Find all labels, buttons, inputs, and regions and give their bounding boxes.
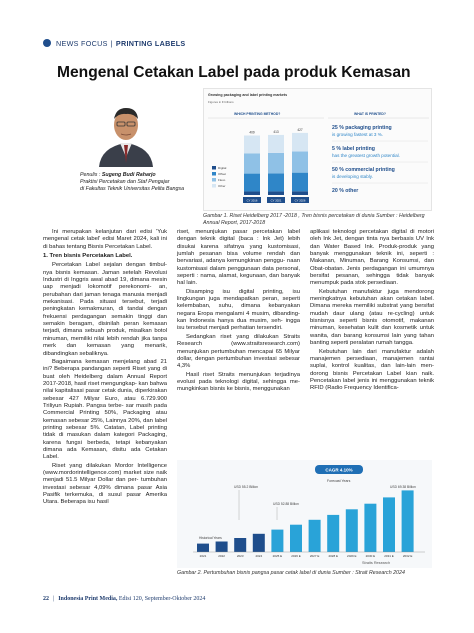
bar-segment bbox=[244, 153, 260, 173]
page-number: 22 bbox=[43, 596, 49, 602]
market-bar bbox=[253, 534, 265, 552]
market-bar bbox=[383, 497, 395, 552]
stat-subtext: has the greatest growth potential. bbox=[332, 153, 400, 158]
left-panel-title: WHICH PRINTING METHOD? bbox=[234, 112, 281, 116]
bar-segment bbox=[244, 191, 260, 195]
bullet-dot-icon bbox=[43, 39, 51, 47]
right-panel-title: WHAT IS PRINTED? bbox=[354, 112, 386, 116]
stat-headline: 50 % commercial printing bbox=[332, 167, 395, 173]
bar-segment bbox=[292, 133, 308, 152]
infographic-subheader: Figures in € billions bbox=[208, 100, 234, 104]
year-label: 2023 bbox=[236, 554, 244, 558]
col2-para-4: Hasil riset Straits menunjukan terjadinya evolusi pada teknologi digital, sehingga me- mungkinkan bisnis ke bisnis, menggunakan bbox=[177, 371, 300, 393]
legend-swatch bbox=[212, 184, 216, 188]
stacked-bars bbox=[243, 128, 309, 203]
year-label: 2030 E bbox=[365, 554, 376, 558]
bar-segment bbox=[268, 135, 284, 153]
col1-para-3: Bagaimana kemasan menjelang abad 21 ini? Beberapa pandangan seperti Riset yang di buat oleh Heidelberg dalam Annual Report 2017-2018, hasil riset mengungkap- kan bahwa nilai kapitalisasi pasar cetak dunia, diperkirakan sebesar 427 Milyar Euro, atau 6.729.900 Triliyun Rupiah. Pangsa terbe- sar masih pada Commercial Printing 50%, Packaging atau kemasan sebesar 25%, Lainnya 20%, dan label printing sebesar 5%. Catatan, Label printing tidak di masukan dalam kategori Packaging, karena fungsi berbeda, tetapi kebanyakan dimana ada Kemasan, disitu ada Cetakan Label. bbox=[43, 358, 167, 461]
straits-research-chart bbox=[177, 460, 432, 568]
market-bar bbox=[364, 504, 376, 552]
column-2 bbox=[177, 229, 300, 395]
col3-para-3: Kebutuhan lain dari manufaktur adalah manajemen persediaan, manajemen rantai suplai, kontrol kualitas, dan lain-lain men- dorong bisnis Percetakan Label kian naik. Pencetakan label jenis ini menggunakan teknik RFID (Radio Frequency Identifica- bbox=[310, 348, 434, 392]
article-title: Mengenal Cetakan Label pada produk Kemasan bbox=[57, 64, 411, 81]
col1-para-2: Percetakan Label sejalan dengan timbul- nya bisnis kemasan. Jaman setelah Revolusi Industri di Inggris awal abad 19, dimana mesin uap menjadi lokomotif perekonomi- an, perubahan dari jaman tenaga manusia menjadi mekanisasi. Pada situasi tersebut, terjadi peningkatan kemakmuran, di tandai dengan frekuensi perdagangan semakin tinggi dan semakin beragam, disinilah peran kemasan terjadi, dimana sebuah produk, misalkan botol minuman, memiliki nilai lebih rendah jika tanpa merk dan kemasan yang menarik, dibandingkan sebaliknya. bbox=[43, 262, 167, 357]
page-footer bbox=[43, 596, 205, 602]
market-growth-chart bbox=[177, 460, 432, 568]
author-role-line1: Praktisi Percetakan dan Staf Pengajar bbox=[80, 179, 170, 186]
year-label: 2022 bbox=[218, 554, 225, 558]
col1-heading: 1. Tren bisnis Percetakan Label. bbox=[43, 253, 133, 260]
col3-para-1: aplikasi teknologi percetakan digital di motori oleh Ink Jet, dengan tinta nya berbasis UV Ink dan Water Based Ink. Produk-produk yang banyak menggunakan teknik ini, seperti : Makanan, Minuman, Barang Konsumsi, dan Obat-obatan. Jenis perdagangan ini umumnya bersifat pesanan, sehingga tidak banyak menumpuk pada stok persediaan. bbox=[310, 229, 434, 287]
stat-subtext: is developing stably. bbox=[332, 174, 374, 179]
legend-label: Other bbox=[218, 184, 226, 188]
market-bar bbox=[271, 530, 283, 552]
publication-name: Indonesia Print Media, bbox=[58, 596, 118, 602]
bar-year-label: CY 2021 bbox=[270, 198, 282, 203]
infographic-header: Growing packaging and label printing markets bbox=[208, 93, 288, 97]
bar-value-label: 409 bbox=[249, 130, 255, 135]
author-credit bbox=[80, 172, 200, 193]
market-bar bbox=[234, 538, 246, 552]
market-bars bbox=[193, 490, 425, 552]
callout-3: USD 69.38 Billion bbox=[390, 485, 416, 489]
infographic-graphic bbox=[204, 89, 433, 212]
issue-info: Edisi 120, September-Oktober 2024 bbox=[118, 596, 206, 602]
stat-list bbox=[332, 125, 428, 194]
bar-year-label: CY 2026 bbox=[294, 198, 306, 203]
legend-swatch bbox=[212, 172, 216, 176]
legend-label: Flexo bbox=[218, 178, 226, 182]
stat-headline: 25 % packaging printing bbox=[332, 125, 392, 131]
forecast-label: Forecast Years bbox=[327, 479, 351, 483]
bar-segment bbox=[292, 191, 308, 195]
col1-para-4: Riset yang dilakukan Mordor Intelligence (www.mordorintelligence.com) market size naik menjadi 51.5 Milyar Dollar dan per- tumbuhan investasi sebesar 4,09% dimana pasar Asia Pasifik terkemuka, di susul pasar Amerika Utara. Beberapa isu hasil bbox=[43, 462, 167, 506]
legend-swatch bbox=[212, 178, 216, 182]
header-separator: | bbox=[110, 38, 113, 48]
bar-segment bbox=[268, 191, 284, 195]
bar-value-label: 427 bbox=[297, 127, 303, 132]
col2-para-1: riset, menunjukan pasar percetakan label dengan teknik digital (baca : Ink Jet) lebih disukai karena sifatnya yang kustomisasi, jumlah pesanan bisa volume rendah dan bervariasi, adanya kemungkinan penggu- naan kustomisasi dalam penggunaan data personal, seperti : nama, alamat, kegunaan, dan banyak hal lain. bbox=[177, 229, 300, 287]
topic-label: PRINTING LABELS bbox=[115, 38, 186, 48]
author-role-line2: di Fakultas Teknik Universitas Pelita Bangsa bbox=[80, 186, 185, 193]
col2-para-3: Sedangkan riset yang dilakukan Straits Research (www.straitsresearch.com) menunjukan pertumbuhan mencapai 65 Milyar dollar, dengan pertumbuhan investasi sebesar 4,3% bbox=[177, 333, 300, 370]
market-bar bbox=[402, 490, 414, 552]
bar-segment bbox=[292, 152, 308, 173]
brand-label: Straits Research bbox=[362, 561, 391, 565]
footer-separator: | bbox=[53, 596, 55, 602]
year-label: 2032 E bbox=[402, 554, 413, 558]
author-photo bbox=[93, 97, 159, 167]
author-name: Sugeng Budi Raharjo bbox=[101, 172, 156, 178]
legend-swatch bbox=[212, 166, 216, 170]
year-label: 2026 E bbox=[291, 554, 301, 558]
bar-legend bbox=[212, 166, 227, 188]
bar-segment bbox=[268, 173, 284, 191]
year-label: 2024 bbox=[255, 554, 263, 558]
bar-year-label: CY 2016 bbox=[246, 198, 258, 203]
figure2-caption: Gambar 2. Pertumbuhan bisnis pangsa pasar cetak label di dunia Sumber : Strait Research 2024 bbox=[177, 570, 405, 576]
callout-1: USD 55.2 Billion bbox=[234, 485, 259, 489]
column-1 bbox=[43, 229, 167, 508]
cagr-badge: CAGR 4.10% bbox=[325, 467, 353, 473]
bar-value-label: 413 bbox=[273, 129, 279, 134]
bar-segment bbox=[244, 136, 260, 154]
col2-para-2: Disamping isu digital printing, isu lingkungan juga mendapatkan peran, seperti kelembaban, suhu, dimana kebanyakan negara Eropa mengalami 4 musim, dibanding- kan Indonesia hanya dua musim, seh- ingga isu tersebut menjadi perhatian tersendiri. bbox=[177, 288, 300, 332]
year-label: 2027 E bbox=[309, 554, 320, 558]
col3-para-2: Kebutuhan manufaktur juga mendorong meningkatnya kebutuhan akan cetakan label. Dimana mereka memiliki substrat yang bersifat mudah daur ulang (atau re-cycling) untuk bisnisnya seperti bisnis otomotif, makanan minuman, kesehatan kulit dan kosmetik untuk wanita, dan barang konsumsi lain yang tahan banting seperti peralatan rumah tangga. bbox=[310, 288, 434, 347]
bar-segment bbox=[268, 153, 284, 173]
market-bar bbox=[290, 525, 302, 552]
legend-label: Offset bbox=[218, 172, 226, 176]
author-label: Penulis : bbox=[80, 172, 101, 178]
historical-label: Historical Years bbox=[199, 536, 222, 540]
section-header bbox=[43, 36, 185, 50]
market-bar bbox=[197, 544, 209, 552]
column-3 bbox=[310, 229, 434, 394]
year-label: 2025 E bbox=[272, 554, 283, 558]
year-label: 2031 E bbox=[384, 554, 394, 558]
section-label: NEWS FOCUS bbox=[56, 38, 108, 48]
market-bar bbox=[346, 509, 358, 552]
bar-segment bbox=[292, 173, 308, 192]
year-labels bbox=[200, 554, 413, 558]
year-label: 2021 bbox=[199, 554, 207, 558]
market-bar bbox=[216, 542, 228, 553]
col1-para-1: Ini merupakan kelanjutan dari edisi 'Yuk mengenal cetak label' edisi Maret 2024, kali ini di bahas tentang Bisnis Percetakan Label. bbox=[43, 229, 167, 250]
year-label: 2028 E bbox=[328, 554, 338, 558]
market-bar bbox=[327, 515, 339, 552]
figure1-caption: Gambar 1. Riset Heidelberg 2017 -2018 , Tren bisnis percetakan di dunia Sumber : Heidelberg Annual Report, 2017-2018 bbox=[203, 213, 425, 226]
stat-subtext: is growing fastest at 3 %. bbox=[332, 132, 384, 137]
bar-segment bbox=[244, 174, 260, 192]
year-label: 2029 E bbox=[347, 554, 357, 558]
legend-label: Digital bbox=[218, 166, 227, 170]
heidelberg-infographic bbox=[203, 88, 432, 211]
market-bar bbox=[309, 520, 321, 552]
stat-headline: 5 % label printing bbox=[332, 146, 375, 152]
stat-headline: 20 % other bbox=[332, 188, 359, 194]
callout-2: USD 52.88 Billion bbox=[273, 502, 299, 506]
